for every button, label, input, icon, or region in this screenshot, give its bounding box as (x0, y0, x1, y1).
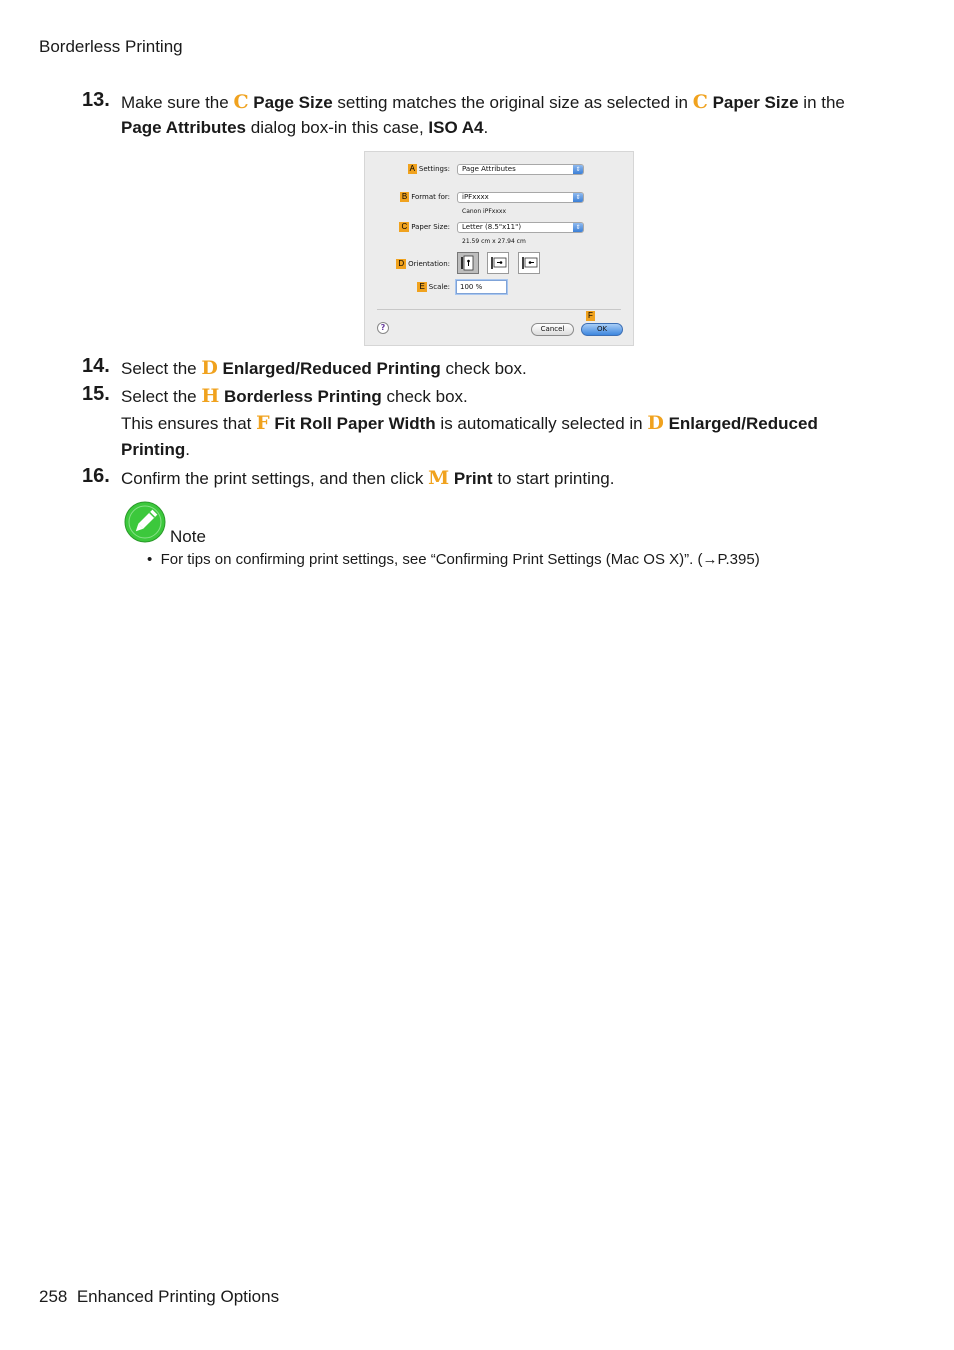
settings-value: Page Attributes (462, 165, 516, 173)
paper-size-popup[interactable] (457, 222, 584, 233)
cancel-button[interactable]: Cancel (531, 323, 574, 336)
ref-letter-m: M (428, 467, 450, 489)
settings-popup[interactable] (457, 164, 584, 175)
label-text: Scale: (428, 283, 450, 291)
ui-term-enlarged-reduced-printing: Enlarged/Reduced Printing (217, 359, 441, 378)
step-16-number: 16. (82, 465, 110, 487)
reverse-landscape-icon (519, 253, 539, 273)
text: to start printing. (492, 469, 615, 488)
footer-title: Enhanced Printing Options (76, 1287, 280, 1306)
note-label: Note (170, 527, 206, 546)
ui-term-printing: Printing (121, 440, 186, 459)
paper-size-value: Letter (8.5"x11") (462, 223, 522, 231)
popup-arrow-icon: ⇕ (573, 165, 583, 174)
ok-button[interactable]: OK (581, 323, 623, 336)
scale-input[interactable]: 100 % (456, 280, 507, 294)
callout-c: C (401, 222, 408, 231)
ref-letter-f: F (256, 412, 270, 434)
text: dialog box-in this case, (246, 118, 429, 137)
portrait-icon (458, 253, 478, 273)
ui-term-iso-a4: ISO A4 (428, 118, 484, 137)
text: Make sure the (121, 93, 234, 112)
help-icon[interactable]: ? (377, 322, 389, 334)
step-15-line-3 (121, 440, 190, 460)
running-header: Borderless Printing (39, 37, 183, 56)
ui-term-page-attributes: Page Attributes (121, 118, 247, 137)
step-14-number: 14. (82, 355, 110, 377)
text: . (483, 118, 489, 137)
paper-size-dimensions: 21.59 cm x 27.94 cm (462, 238, 526, 245)
step-15-number: 15. (82, 383, 110, 405)
ui-term-print: Print (449, 469, 493, 488)
bullet-dot: • (147, 551, 161, 568)
text: is automatically selected in (435, 414, 648, 433)
format-for-description: Canon iPFxxxx (462, 208, 506, 215)
ref-letter-d: D (201, 357, 218, 379)
text: Select the (121, 387, 202, 406)
landscape-icon (488, 253, 508, 273)
callout-b: B (401, 192, 408, 201)
label-text: Format for: (411, 193, 450, 201)
text: Confirm the print settings, and then click (121, 469, 429, 488)
text: in the (798, 93, 845, 112)
step-15-line-1 (121, 385, 468, 407)
ui-term-borderless-printing: Borderless Printing (219, 387, 382, 406)
text: check box. (381, 387, 468, 406)
step-13-line-2 (121, 118, 488, 138)
callout-e: E (419, 282, 425, 291)
callout-a: A (409, 164, 415, 173)
step-13-line-1 (121, 91, 845, 113)
paper-size-label (399, 222, 450, 232)
label-text: Paper Size: (411, 223, 450, 231)
format-for-label (400, 192, 450, 202)
ui-term-page-size: Page Size (248, 93, 333, 112)
text: This ensures that (121, 414, 257, 433)
step-15-line-2 (121, 412, 818, 434)
note-bullet-item (147, 551, 760, 568)
orientation-reverse-landscape-button[interactable] (518, 252, 540, 274)
dialog-divider (377, 309, 621, 310)
orientation-portrait-button[interactable] (457, 252, 479, 274)
ref-letter-c: C (692, 91, 708, 113)
scale-label (417, 282, 450, 292)
callout-d: D (398, 259, 405, 268)
format-for-value: iPFxxxx (462, 193, 489, 201)
settings-label (408, 164, 450, 174)
orientation-landscape-button[interactable] (487, 252, 509, 274)
running-footer (39, 1287, 279, 1307)
label-text: Orientation: (408, 260, 450, 268)
format-for-popup[interactable] (457, 192, 584, 203)
ref-letter-h: H (201, 385, 220, 407)
note-pencil-icon (124, 501, 168, 543)
text: . (185, 440, 190, 459)
step-14-line (121, 357, 527, 379)
ui-term-fit-roll-paper-width: Fit Roll Paper Width (269, 414, 436, 433)
page-attributes-dialog-screenshot (364, 151, 634, 346)
orientation-label (396, 259, 450, 269)
callout-f: F (588, 311, 593, 320)
label-text: Settings: (418, 165, 450, 173)
step-13-number: 13. (82, 89, 110, 111)
note-bullet-text: For tips on confirming print settings, see “Confirming Print Settings (Mac OS X)”. (→P.395) (160, 551, 760, 568)
page-number: 258 (39, 1287, 68, 1306)
popup-arrow-icon: ⇕ (573, 193, 583, 202)
text: setting matches the original size as selected in (332, 93, 693, 112)
ui-term-paper-size: Paper Size (707, 93, 799, 112)
ref-letter-c: C (233, 91, 249, 113)
popup-arrow-icon: ⇕ (573, 223, 583, 232)
text: check box. (440, 359, 527, 378)
ref-letter-d: D (647, 412, 664, 434)
step-16-line (121, 467, 614, 489)
ui-term-enlarged-reduced: Enlarged/Reduced (663, 414, 818, 433)
text: Select the (121, 359, 202, 378)
